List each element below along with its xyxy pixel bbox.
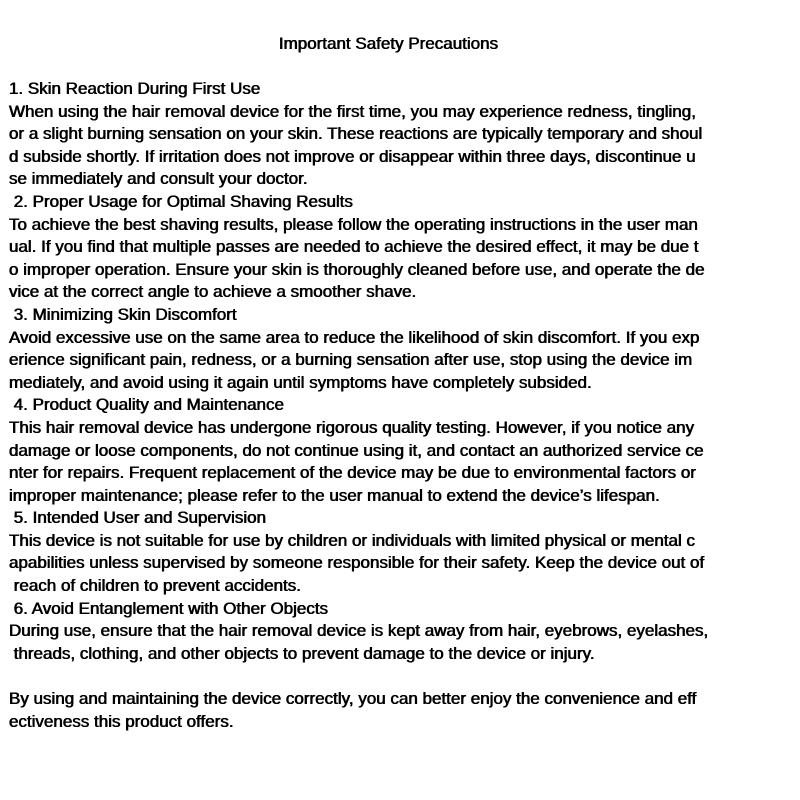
section-1-heading: 1. Skin Reaction During First Use xyxy=(9,79,261,98)
text-line: damage or loose components, do not continue using it, and contact an authorized service ce xyxy=(9,440,704,460)
text-line: improper maintenance; please refer to the user manual to extend the device’s lifespan. xyxy=(9,485,660,505)
text-line: mediately, and avoid using it again until symptoms have completely subsided. xyxy=(9,372,592,392)
text-line: nter for repairs. Frequent replacement of the device may be due to environmental factors or xyxy=(9,463,696,483)
text-line: d subside shortly. If irritation does not improve or disappear within three days, discontinue u xyxy=(9,146,696,166)
section-4-heading: 4. Product Quality and Maintenance xyxy=(9,395,284,415)
text-line: apabilities unless supervised by someone responsible for their safety. Keep the device out of xyxy=(9,553,705,573)
text-line: ual. If you find that multiple passes are needed to achieve the desired effect, it may be due t xyxy=(9,237,699,257)
text-line: When using the hair removal device for the first time, you may experience redness, tingling, xyxy=(9,101,696,121)
text-line: reach of children to prevent accidents. xyxy=(9,576,301,596)
page-title: Important Safety Precautions xyxy=(278,34,499,53)
text-line: To achieve the best shaving results, please follow the operating instructions in the user man xyxy=(9,214,698,234)
section-2-heading: 2. Proper Usage for Optimal Shaving Results xyxy=(9,191,353,211)
text-line: By using and maintaining the device correctly, you can better enjoy the convenience and eff xyxy=(9,689,697,709)
text-line: ectiveness this product offers. xyxy=(9,711,234,731)
document-body xyxy=(0,78,800,733)
blank-line xyxy=(9,665,800,688)
text-line: This device is not suitable for use by children or individuals with limited physical or mental c xyxy=(9,530,695,550)
text-line: During use, ensure that the hair removal device is kept away from hair, eyebrows, eyelashes, xyxy=(9,621,709,641)
text-line: erience significant pain, redness, or a burning sensation after use, stop using the device im xyxy=(9,350,693,370)
text-line: or a slight burning sensation on your skin. These reactions are typically temporary and shoul xyxy=(9,124,703,144)
text-line: se immediately and consult your doctor. xyxy=(9,169,308,189)
section-5-heading: 5. Intended User and Supervision xyxy=(9,508,267,528)
section-6-heading: 6. Avoid Entanglement with Other Objects xyxy=(9,598,329,618)
section-3-heading: 3. Minimizing Skin Discomfort xyxy=(9,304,237,324)
text-line: threads, clothing, and other objects to prevent damage to the device or injury. xyxy=(9,643,595,663)
text-line: vice at the correct angle to achieve a smoother shave. xyxy=(9,282,417,302)
text-line: This hair removal device has undergone rigorous quality testing. However, if you notice any xyxy=(9,417,695,437)
text-line: o improper operation. Ensure your skin is thoroughly cleaned before use, and operate the de xyxy=(9,259,705,279)
text-line: Avoid excessive use on the same area to reduce the likelihood of skin discomfort. If you exp xyxy=(9,327,700,347)
